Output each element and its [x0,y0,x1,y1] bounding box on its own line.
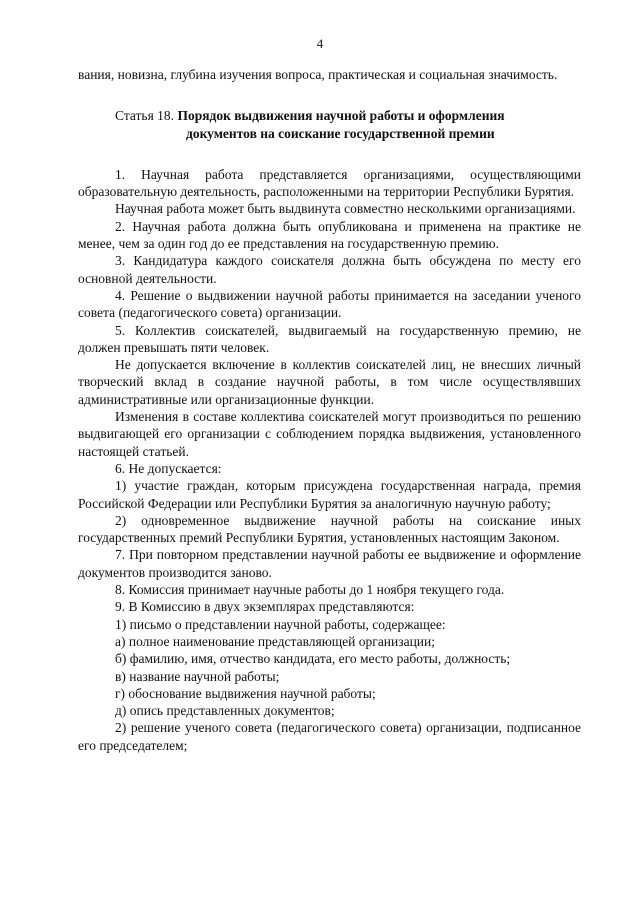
paragraph: Изменения в составе коллектива соискателей могут производиться по решению выдвигающей его организации с соблюдением порядка выдвижения, установленного настоящей статьей. [78,409,581,459]
paragraph: 3. Кандидатура каждого соискателя должна быть обсуждена по месту его основной деятельности. [78,253,581,286]
article-title-line1: Порядок выдвижения научной работы и оформления [177,108,505,124]
paragraph: 7. При повторном представлении научной работы ее выдвижение и оформление документов производится заново. [78,547,581,580]
paragraph: 1. Научная работа представляется организациями, осуществляющими образовательную деятельность, расположенными на территории Республики Бурятия. [78,166,581,200]
paragraph: 8. Комиссия принимает научные работы до 1 ноября текущего года. [115,582,505,598]
paragraph: 5. Коллектив соискателей, выдвигаемый на государственную премию, не должен превышать пяти человек. [78,322,581,355]
paragraph: 2. Научная работа должна быть опубликована и применена на практике не менее, чем за один год до ее представления на государственную премию. [78,218,581,252]
paragraph: Не допускается включение в коллектив соискателей лиц, не внесших личный творческий вклад в создание научной работы, в том числе осуществлявших административные или организационные функции. [78,357,581,407]
article-heading [78,107,581,142]
article-title-line2: документов на соискание государственной премии [186,125,495,141]
paragraph: 1) письмо о представлении научной работы, содержащее: [115,616,446,632]
paragraph: 6. Не допускается: [115,460,222,476]
paragraph: б) фамилию, имя, отчество кандидата, его место работы, должность; [115,651,511,667]
paragraph: а) полное наименование представляющей организации; [115,633,436,649]
page-number: 4 [316,36,324,51]
paragraph: Научная работа может быть выдвинута совместно несколькими организациями. [115,201,576,217]
paragraph: д) опись представленных документов; [115,703,335,719]
article-prefix: Статья 18. [115,108,178,124]
paragraph: 4. Решение о выдвижении научной работы принимается на заседании ученого совета (педагогического совета) организации. [78,287,581,321]
paragraph: 9. В Комиссию в двух экземплярах представляются: [115,599,415,615]
paragraph: 2) решение ученого совета (педагогического совета) организации, подписанное его председателем; [78,720,581,753]
intro-paragraph: вания, новизна, глубина изучения вопроса, практическая и социальная значимость. [78,67,558,82]
document-body [78,66,581,754]
paragraph: 2) одновременное выдвижение научной работы на соискание иных государственных премий Республики Бурятия, установленных настоящим Законом. [78,512,581,546]
paragraph: г) обоснование выдвижения научной работы; [115,685,376,701]
paragraph: в) название научной работы; [115,668,280,684]
paragraph: 1) участие граждан, которым присуждена государственная награда, премия Российской Федерации или Республики Бурятия за аналогичную научную работу; [78,478,581,511]
